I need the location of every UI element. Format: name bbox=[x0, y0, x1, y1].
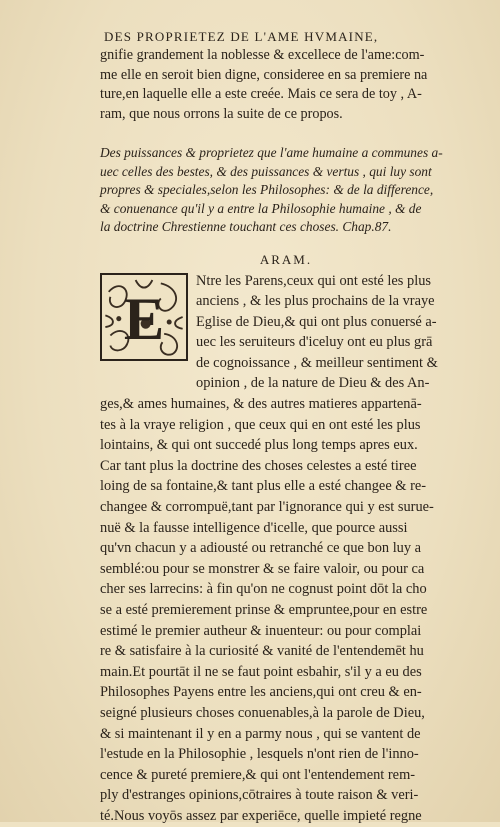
text-line: nuë & la fausse intelligence d'icelle, que pource aussi bbox=[100, 519, 408, 536]
text-line: lointains, & qui ont succedé plus long temps apres eux. bbox=[100, 437, 418, 454]
text-line: Eglise de Dieu,& qui ont plus conuersé a- bbox=[196, 313, 437, 330]
text-line: uec celles des bestes, & des puissances & vertus , qui luy sont bbox=[100, 163, 432, 179]
chapter-heading bbox=[100, 144, 472, 237]
text-line: main.Et pourtāt il ne se faut point esbahir, s'il y a eu des bbox=[100, 663, 422, 680]
text-column bbox=[100, 28, 472, 827]
text-line: cher ses larrecins: à fin qu'on ne cognust point dōt la cho bbox=[100, 581, 427, 598]
text-line: loing de sa fontaine,& tant plus elle a esté changee & re- bbox=[100, 478, 427, 495]
intro-paragraph bbox=[100, 46, 472, 124]
body-text bbox=[100, 271, 472, 827]
text-line: propres & speciales,selon les Philosophes: & de la difference, bbox=[100, 182, 434, 197]
text-line: re & satisfaire à la curiosité & vanité de l'entendemēt hu bbox=[100, 643, 424, 660]
text-line: la doctrine Chrestienne touchant ces choses. Chap.87. bbox=[100, 219, 392, 234]
text-line: ges,& ames humaines, & des autres matieres appartenā- bbox=[100, 396, 422, 413]
text-line: Ntre les Parens,ceux qui ont esté les plus bbox=[196, 272, 431, 289]
ornament-initial-icon bbox=[102, 275, 186, 359]
text-line: ram, que nous orrons la suite de ce propos. bbox=[100, 105, 343, 122]
text-line: semblé:ou pour se monstrer & se faire valoir, ou pour ca bbox=[100, 560, 425, 577]
text-line: té.Nous voyōs assez par experiēce, quelle impieté regne bbox=[100, 807, 422, 824]
decorated-initial bbox=[100, 273, 188, 361]
text-line: cence & pureté premiere,& qui ont l'entendement rem- bbox=[100, 766, 416, 783]
text-line: Des puissances & proprietez que l'ame humaine a communes a- bbox=[100, 145, 443, 160]
text-line: & si maintenant il y en a parmy nous , qui se vantent de bbox=[100, 725, 421, 742]
text-line: seigné plusieurs choses conuenables,à la parole de Dieu, bbox=[100, 704, 425, 721]
text-line: se a esté premierement prinse & empruntee,pour en estre bbox=[100, 602, 428, 618]
text-line: gnifie grandement la noblesse & excellece de l'ame:com- bbox=[100, 47, 425, 63]
text-line: ply d'estranges opinions,cōtraires à toute raison & veri- bbox=[100, 787, 419, 804]
text-line: opinion , de la nature de Dieu & des An- bbox=[196, 375, 430, 392]
text-line: & conuenance qu'il y a entre la Philosophie humaine , & de bbox=[100, 200, 422, 216]
text-line: qu'vn chacun y a adiousté ou retranché ce que bon luy a bbox=[100, 540, 422, 557]
initial-letter: E bbox=[123, 285, 165, 353]
running-head: DES PROPRIETEZ DE L'AME HVMAINE, bbox=[104, 29, 379, 44]
text-line: de cognoissance , & meilleur sentiment & bbox=[196, 354, 438, 371]
text-line: ture,en laquelle elle a este creée. Mais ce sera de toy , A- bbox=[100, 86, 422, 102]
text-line: changee & corrompuë,tant par l'ignorance qui y est surue- bbox=[100, 499, 434, 516]
text-line: Car tant plus la doctrine des choses celestes a esté tiree bbox=[100, 457, 417, 474]
text-line: tes à la vraye religion , que ceux qui en ont esté les plus bbox=[100, 416, 421, 433]
text-line: uec les seruiteurs d'iceluy ont eu plus grā bbox=[196, 334, 433, 351]
text-line: estimé le premier autheur & inuenteur: ou pour complai bbox=[100, 622, 422, 639]
text-line: Philosophes Payens entre les anciens,qui ont creu & en- bbox=[100, 684, 422, 701]
text-line: l'estude en la Philosophie , lesquels n'ont rien de l'inno- bbox=[100, 746, 419, 763]
text-line: anciens , & les plus prochains de la vraye bbox=[196, 293, 435, 310]
body-lines bbox=[100, 394, 472, 826]
speaker-name: ARAM. bbox=[259, 251, 313, 267]
text-line: me elle en seroit bien digne, consideree en sa premiere na bbox=[100, 66, 428, 83]
